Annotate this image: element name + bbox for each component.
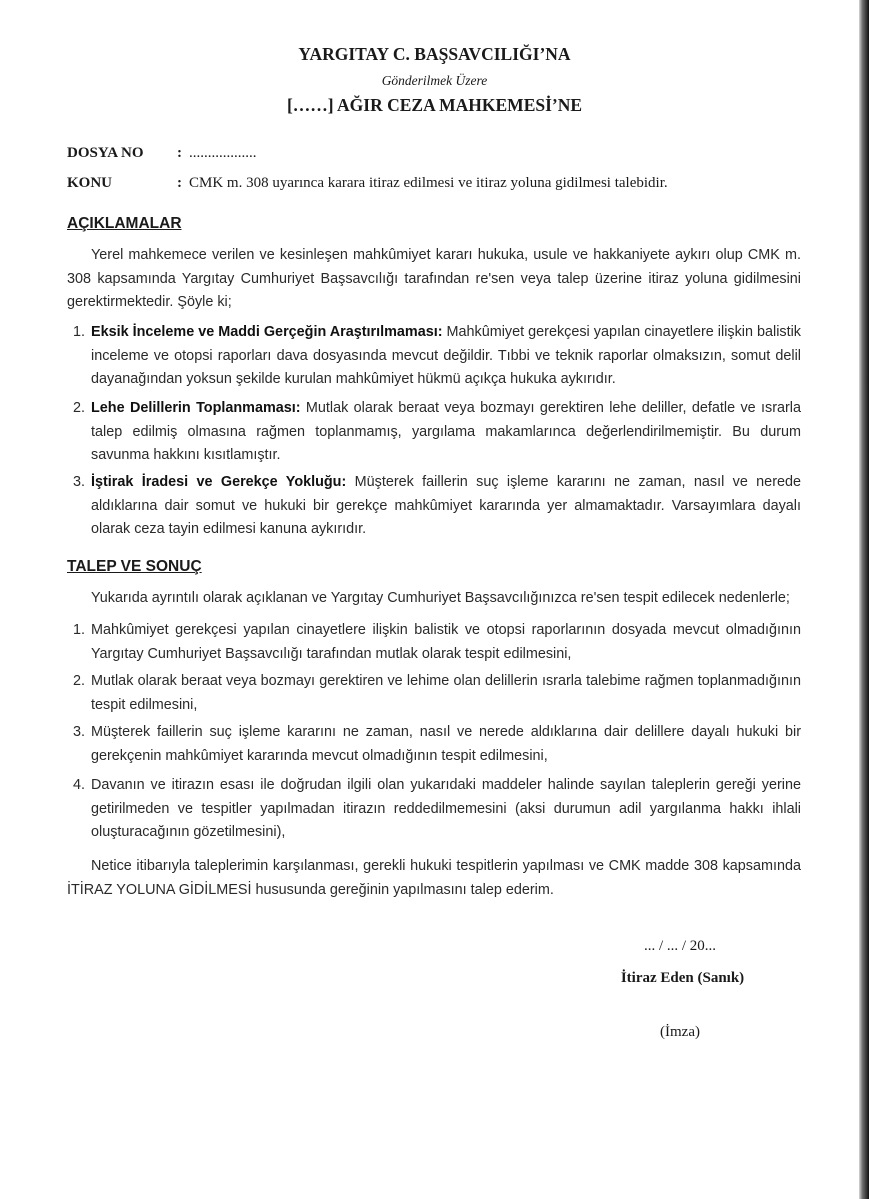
request-intro: Yukarıda ayrıntılı olarak açıklanan ve Yargıtay Cumhuriyet Başsavcılığınızca re'sen tespit edilecek nedenlerle; — [91, 590, 790, 606]
addressee-title: YARGITAY C. BAŞSAVCILIĞI’NA — [298, 44, 571, 64]
request-item-3 — [73, 721, 801, 768]
list-number: 3. — [73, 474, 86, 490]
signatory-name: İtiraz Eden (Sanık) — [620, 970, 745, 986]
subject-colon: : — [177, 175, 182, 191]
addressee-note: Gönderilmek Üzere — [381, 73, 488, 88]
item-text: Mutlak olarak beraat veya bozmayı gerektiren lehe deliller, defatle ve ısrarla talep edilmiş olmasına rağmen toplanmamış, yargılama makamlarınca değerlendirilmemiştir. Bu durum savunma hakkını kısıtlamıştır. — [91, 400, 801, 463]
list-number: 1. — [73, 324, 86, 340]
item-heading: Eksik İnceleme ve Maddi Gerçeğin Araştırılmaması: — [91, 324, 443, 340]
item-text: Mahkûmiyet gerekçesi yapılan cinayetlere ilişkin balistik ve otopsi raporlarının dosyada mevcut olmadığının Yargıtay Cumhuriyet Başsavcılığı tarafından mutlak olarak tespit edilmesini, — [91, 622, 801, 662]
item-heading: İştirak İradesi ve Gerekçe Yokluğu: — [91, 474, 347, 490]
signature-placeholder: (İmza) — [660, 1024, 700, 1040]
request-item-1 — [73, 619, 801, 666]
list-number: 2. — [73, 400, 86, 416]
page-edge-shadow — [859, 0, 869, 1199]
request-item-4 — [73, 774, 801, 845]
file-number-label: DOSYA NO — [67, 145, 144, 161]
file-number-value: .................. — [189, 145, 257, 161]
request-heading: TALEP VE SONUÇ — [67, 558, 202, 575]
explanations-intro: Yerel mahkemece verilen ve kesinleşen mahkûmiyet kararı hukuka, usule ve hakkaniyete aykırı olup CMK m. 308 kapsamında Yargıtay Cumhuriyet Başsavcılığı tarafından re'sen veya talep üzerine itiraz yoluna gidilmesini gerektirmektedir. Şöyle ki; — [67, 247, 801, 310]
court-title: [……] AĞIR CEZA MAHKEMESİ’NE — [286, 95, 583, 115]
list-number: 1. — [73, 622, 86, 638]
item-text: Müşterek faillerin suç işleme kararını ne zaman, nasıl ve nerede aldıklarına dair delillere dayalı hukuki bir gerekçenin mahkûmiyet kararında mevcut olmadığının tespit edilmesini, — [91, 724, 801, 764]
item-text: Davanın ve itirazın esası ile doğrudan ilgili olan yukarıdaki maddeler halinde sayılan taleplerin gereği yerine getirilmeden ve tespitler yapılmadan itirazın reddedilmemesini (aksi durumun adil yargılanma hakkı ihlali oluşturacağının gözetilmesini), — [91, 777, 801, 840]
list-number: 3. — [73, 724, 86, 740]
list-number: 4. — [73, 777, 86, 793]
item-text: Mahkûmiyet gerekçesi yapılan cinayetlere ilişkin balistik inceleme ve otopsi raporları dava dosyasında mevcut değildir. Tıbbi ve teknik raporlar olmaksızın, somut delil dayanağından yoksun şekilde kurulan mahkûmiyet hükmü açıkça hukuka aykırıdır. — [91, 324, 801, 387]
explanation-item-3 — [73, 471, 801, 542]
subject-label: KONU — [67, 175, 112, 191]
request-item-2 — [73, 670, 801, 717]
item-text: Mutlak olarak beraat veya bozmayı gerektiren ve lehime olan delillerin ısrarla talebime rağmen toplanmadığının tespit edilmesini, — [91, 673, 801, 713]
signature-date: ... / ... / 20... — [643, 938, 717, 954]
list-number: 2. — [73, 673, 86, 689]
conclusion-paragraph: Netice itibarıyla taleplerimin karşılanması, gerekli hukuki tespitlerin yapılması ve CMK madde 308 kapsamında İTİRAZ YOLUNA GİDİLMESİ hususunda gereğinin yapılmasını talep ederim. — [67, 858, 801, 898]
item-text: Müşterek faillerin suç işleme kararını ne zaman, nasıl ve nerede aldıklarına dair somut ve hukuki bir gerekçe mahkûmiyet kararında yer almamaktadır. Varsayımlara dayalı olarak ceza tayin edilmesi kanuna aykırıdır. — [91, 474, 801, 537]
explanation-item-2 — [73, 397, 801, 468]
explanations-heading: AÇIKLAMALAR — [67, 215, 182, 232]
file-number-colon: : — [177, 145, 182, 161]
explanation-item-1 — [73, 321, 801, 392]
item-heading: Lehe Delillerin Toplanmaması: — [91, 400, 301, 416]
subject-value: CMK m. 308 uyarınca karara itiraz edilmesi ve itiraz yoluna gidilmesi talebidir. — [189, 175, 668, 191]
